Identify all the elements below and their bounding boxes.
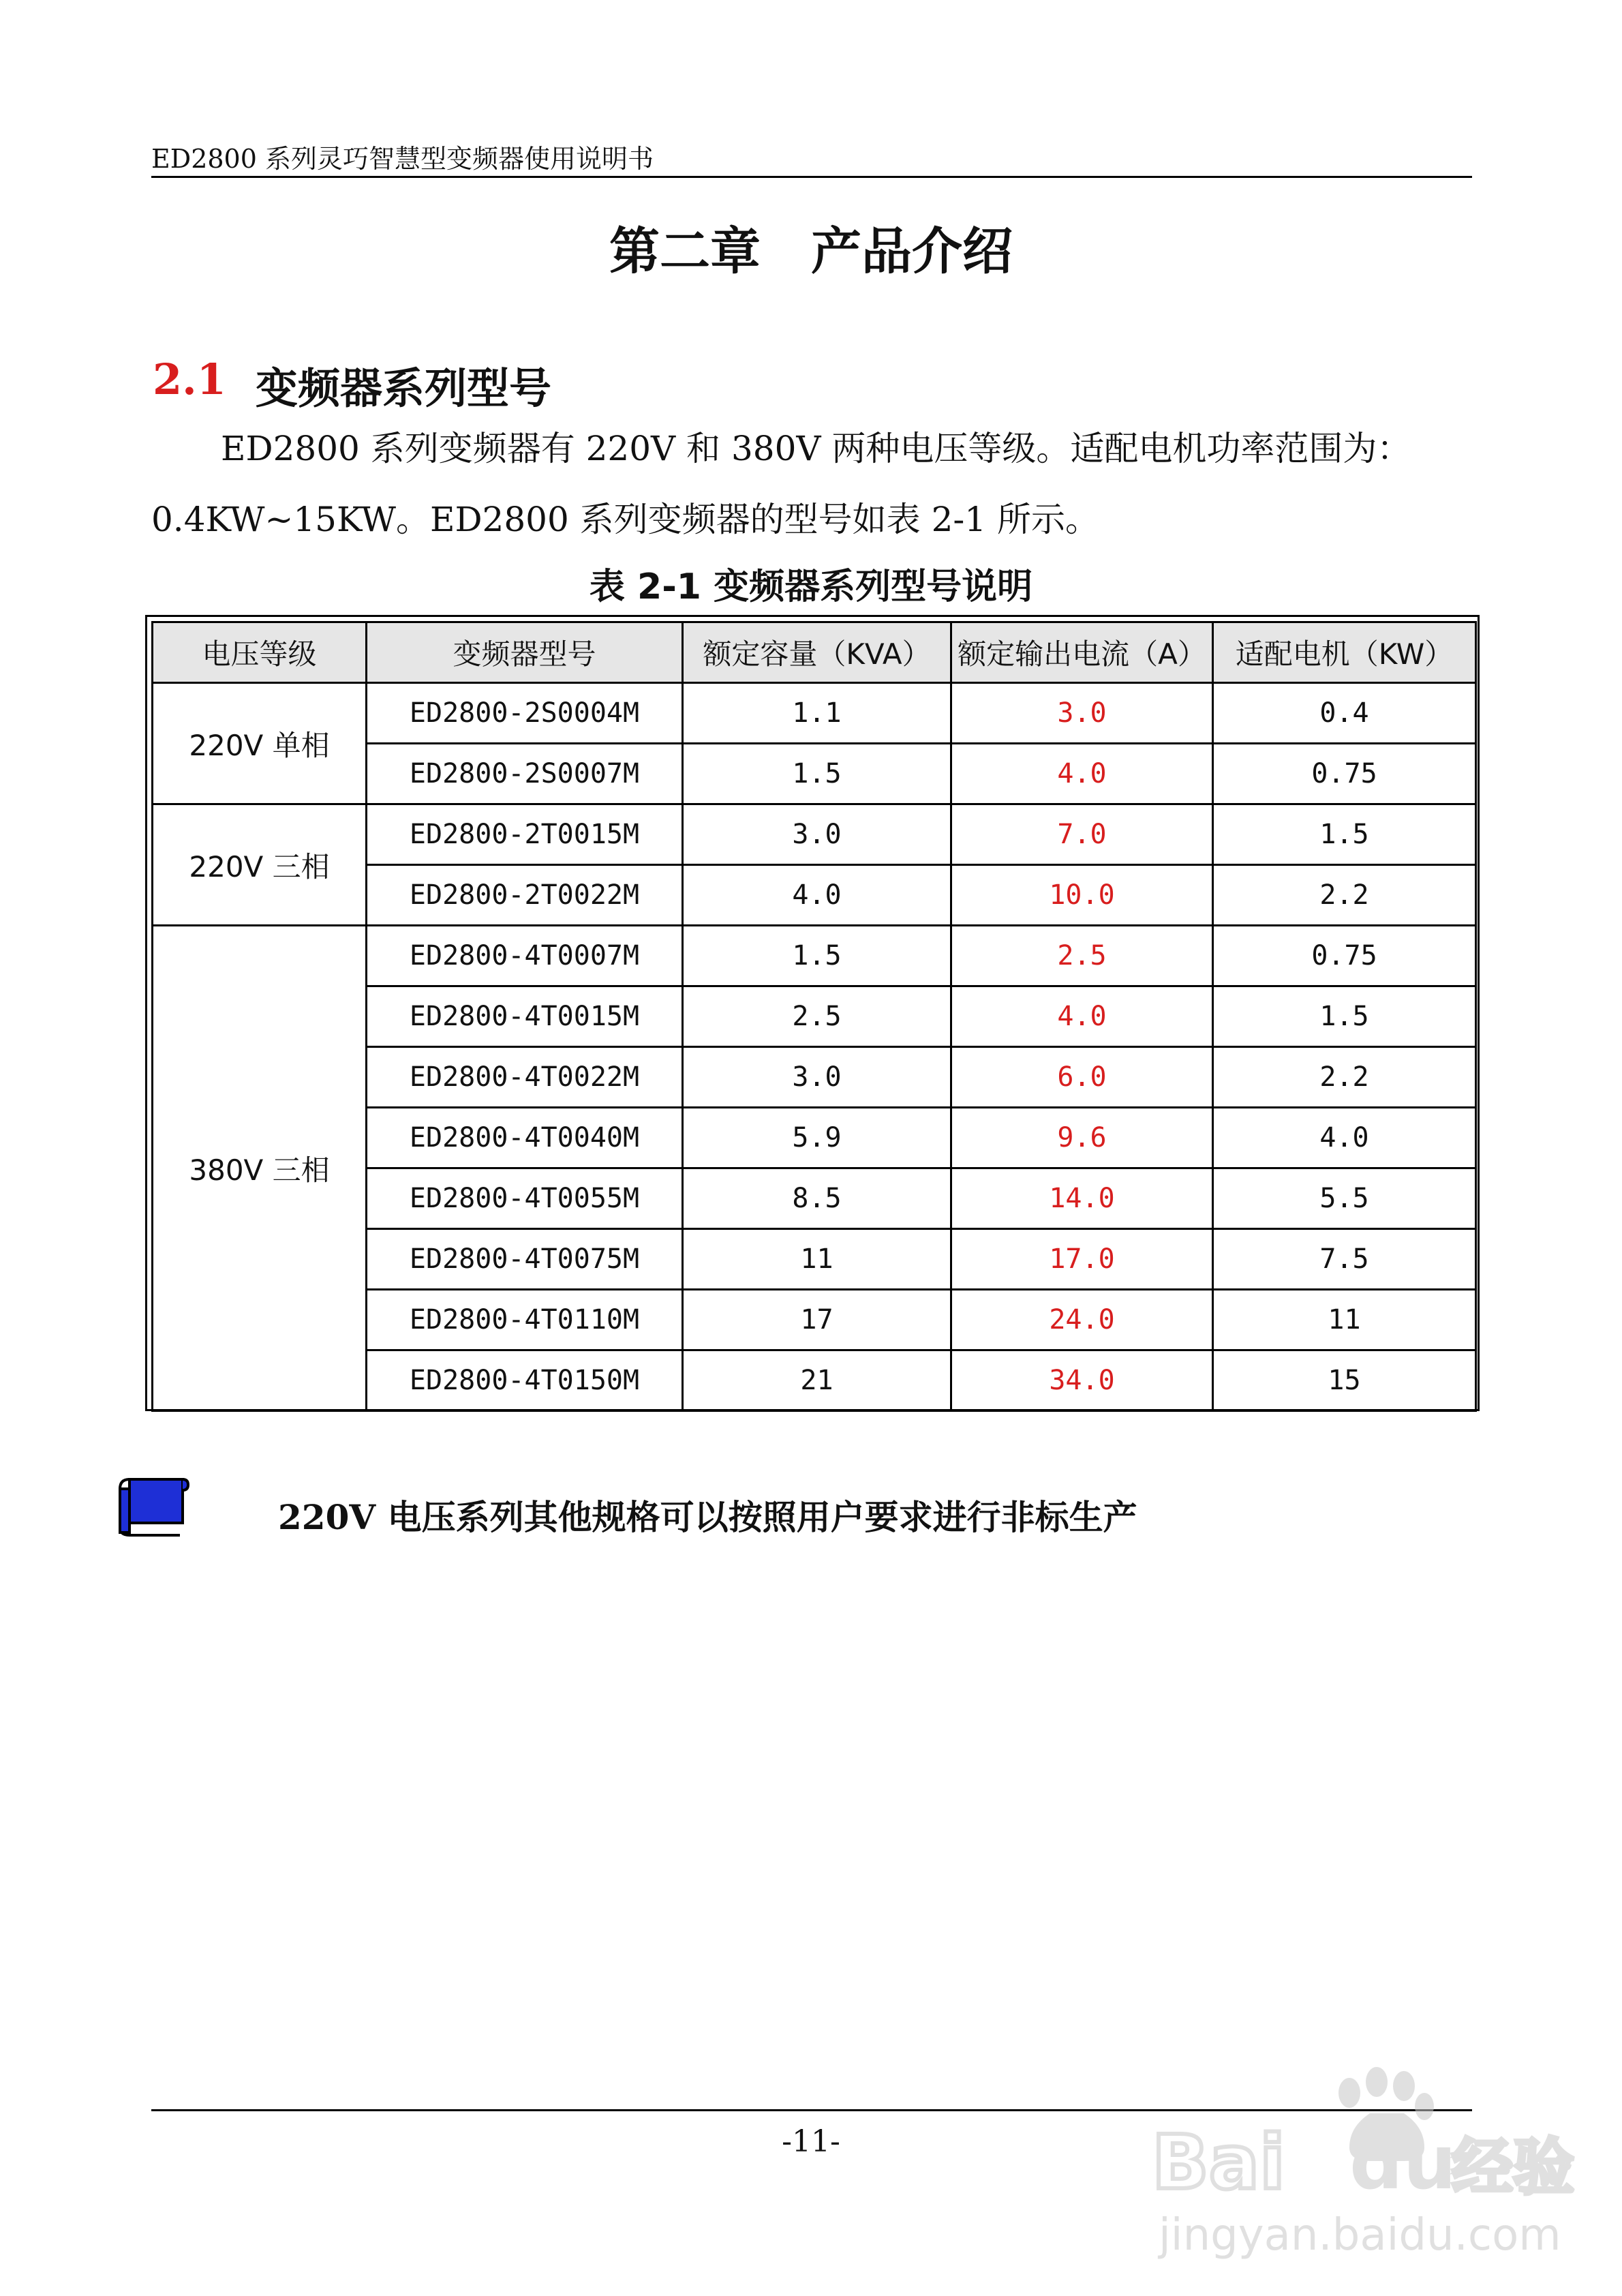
capacity-cell: 3.0 — [683, 1047, 951, 1108]
header-rated-current: 额定输出电流（A） — [951, 622, 1213, 683]
model-cell: ED2800-4T0075M — [367, 1229, 683, 1290]
capacity-cell: 1.5 — [683, 744, 951, 804]
capacity-cell: 1.1 — [683, 683, 951, 744]
current-cell: 4.0 — [951, 986, 1213, 1047]
running-header: ED2800 系列灵巧智慧型变频器使用说明书 — [151, 144, 654, 174]
current-cell: 3.0 — [951, 683, 1213, 744]
svg-text:du: du — [1349, 2119, 1457, 2206]
capacity-cell: 5.9 — [683, 1108, 951, 1168]
current-cell: 9.6 — [951, 1108, 1213, 1168]
note-text: 220V 电压系列其他规格可以按照用户要求进行非标生产 — [278, 1497, 1137, 1537]
model-cell: ED2800-2T0022M — [367, 865, 683, 926]
header-divider — [151, 176, 1472, 178]
model-cell: ED2800-2S0007M — [367, 744, 683, 804]
capacity-cell: 4.0 — [683, 865, 951, 926]
current-cell: 34.0 — [951, 1350, 1213, 1411]
scroll-icon — [114, 1472, 189, 1538]
model-cell: ED2800-4T0015M — [367, 986, 683, 1047]
current-cell: 24.0 — [951, 1290, 1213, 1350]
model-cell: ED2800-2T0015M — [367, 804, 683, 865]
capacity-cell: 17 — [683, 1290, 951, 1350]
page-number: -11- — [782, 2124, 840, 2159]
svg-text:Bai: Bai — [1152, 2119, 1285, 2206]
voltage-group-cell: 220V 单相 — [153, 683, 367, 804]
header-voltage-level: 电压等级 — [153, 622, 367, 683]
motor-cell: 15 — [1213, 1350, 1476, 1411]
svg-text:jingyan.baidu.com: jingyan.baidu.com — [1159, 2210, 1561, 2261]
motor-cell: 5.5 — [1213, 1168, 1476, 1229]
section-title: 变频器系列型号 — [256, 363, 552, 413]
current-cell: 4.0 — [951, 744, 1213, 804]
voltage-group-cell: 220V 三相 — [153, 804, 367, 926]
motor-cell: 7.5 — [1213, 1229, 1476, 1290]
current-cell: 2.5 — [951, 926, 1213, 986]
table-caption: 表 2-1 变频器系列型号说明 — [589, 567, 1033, 607]
intro-paragraph-line-1: ED2800 系列变频器有 220V 和 380V 两种电压等级。适配电机功率范围为： — [221, 429, 1411, 468]
model-spec-table — [151, 621, 1477, 1412]
capacity-cell: 11 — [683, 1229, 951, 1290]
current-cell: 17.0 — [951, 1229, 1213, 1290]
current-cell: 14.0 — [951, 1168, 1213, 1229]
current-cell: 10.0 — [951, 865, 1213, 926]
current-cell: 7.0 — [951, 804, 1213, 865]
motor-cell: 1.5 — [1213, 986, 1476, 1047]
motor-cell: 4.0 — [1213, 1108, 1476, 1168]
current-cell: 6.0 — [951, 1047, 1213, 1108]
motor-cell: 0.4 — [1213, 683, 1476, 744]
motor-cell: 0.75 — [1213, 926, 1476, 986]
motor-cell: 0.75 — [1213, 744, 1476, 804]
model-cell: ED2800-4T0110M — [367, 1290, 683, 1350]
capacity-cell: 3.0 — [683, 804, 951, 865]
model-cell: ED2800-4T0040M — [367, 1108, 683, 1168]
motor-cell: 11 — [1213, 1290, 1476, 1350]
table-header-row — [153, 622, 1476, 683]
voltage-group-cell: 380V 三相 — [153, 926, 367, 1411]
baidu-watermark-logo — [1145, 2052, 1581, 2263]
table-row — [153, 926, 1476, 986]
model-cell: ED2800-2S0004M — [367, 683, 683, 744]
capacity-cell: 2.5 — [683, 986, 951, 1047]
section-number: 2.1 — [153, 354, 226, 404]
header-rated-capacity: 额定容量（KVA） — [683, 622, 951, 683]
motor-cell: 1.5 — [1213, 804, 1476, 865]
model-cell: ED2800-4T0150M — [367, 1350, 683, 1411]
intro-paragraph-line-2: 0.4KW~15KW。ED2800 系列变频器的型号如表 2-1 所示。 — [151, 500, 1099, 539]
motor-cell: 2.2 — [1213, 1047, 1476, 1108]
capacity-cell: 21 — [683, 1350, 951, 1411]
header-motor-power: 适配电机（KW） — [1213, 622, 1476, 683]
model-cell: ED2800-4T0055M — [367, 1168, 683, 1229]
header-model: 变频器型号 — [367, 622, 683, 683]
table-row — [153, 804, 1476, 865]
chapter-title: 第二章 产品介绍 — [609, 222, 1013, 281]
capacity-cell: 1.5 — [683, 926, 951, 986]
table-row — [153, 683, 1476, 744]
model-cell: ED2800-4T0022M — [367, 1047, 683, 1108]
svg-text:经验: 经验 — [1452, 2132, 1574, 2203]
model-cell: ED2800-4T0007M — [367, 926, 683, 986]
motor-cell: 2.2 — [1213, 865, 1476, 926]
capacity-cell: 8.5 — [683, 1168, 951, 1229]
